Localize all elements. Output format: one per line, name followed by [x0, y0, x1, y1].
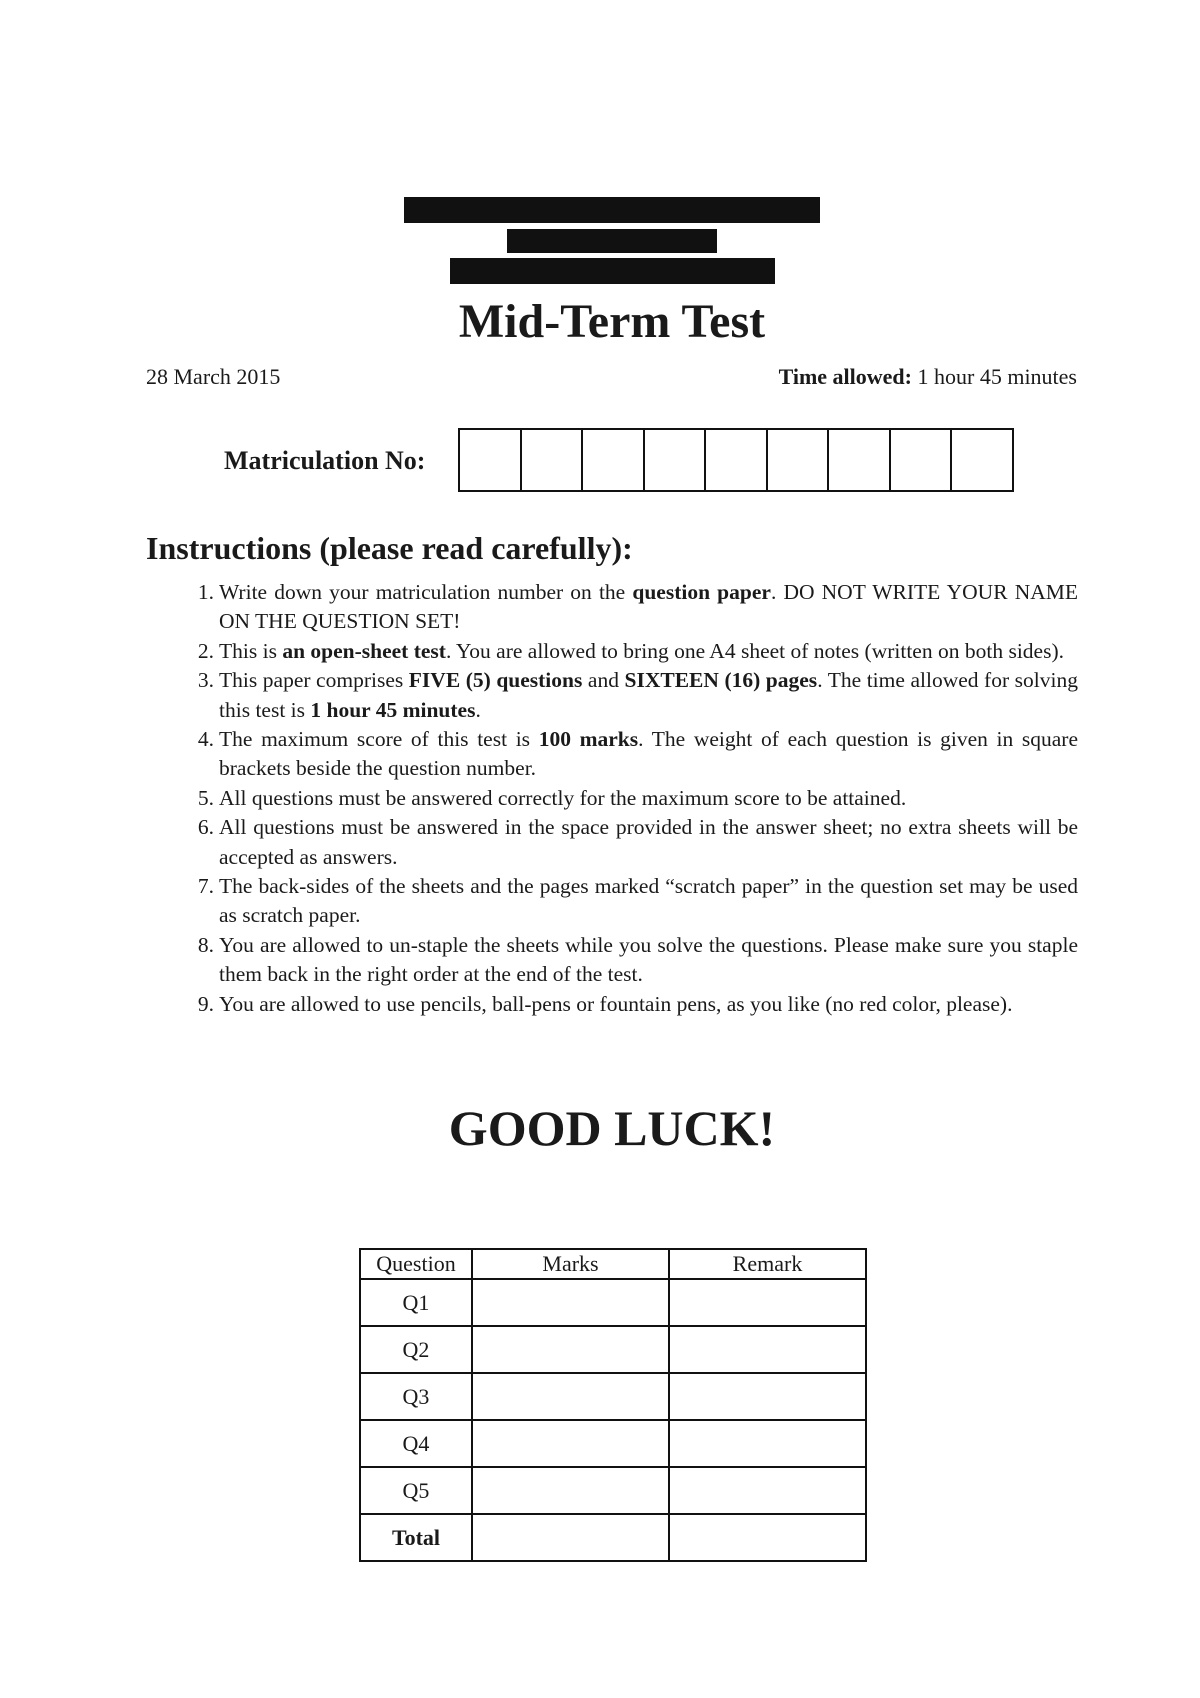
remark-cell[interactable] [669, 1420, 866, 1467]
instruction-emphasis: FIVE (5) questions [408, 668, 583, 693]
instruction-item [146, 813, 1078, 872]
instruction-number: 2. [197, 638, 214, 663]
redacted-header-line-2 [507, 229, 717, 253]
matriculation-label: Matriculation No: [224, 446, 426, 475]
question-label: Q5 [360, 1467, 472, 1514]
table-row [360, 1326, 866, 1373]
matriculation-digit-box[interactable] [643, 428, 707, 492]
matriculation-number-boxes[interactable] [458, 428, 1014, 492]
instruction-text: . [475, 697, 481, 722]
instruction-emphasis: SIXTEEN (16) pages [624, 668, 818, 693]
instruction-item [146, 725, 1078, 784]
marks-table [359, 1248, 867, 1562]
instruction-number: 6. [197, 815, 214, 840]
instruction-text: . DO NOT WRITE YOUR NAME ON THE QUESTION SET! [219, 580, 1078, 634]
table-row [360, 1420, 866, 1467]
matriculation-digit-box[interactable] [458, 428, 522, 492]
table-row [360, 1373, 866, 1420]
instruction-text: . The weight of each question is given in square brackets beside the question number. [219, 727, 1079, 781]
instruction-item [146, 990, 1078, 1019]
instruction-text: . You are allowed to bring one A4 sheet of notes (written on both sides). [445, 638, 1064, 663]
question-label: Q2 [360, 1326, 472, 1373]
header-remark: Remark [669, 1249, 866, 1279]
matriculation-digit-box[interactable] [766, 428, 830, 492]
instruction-emphasis: question paper [632, 580, 771, 604]
instruction-item [146, 784, 1078, 813]
question-label: Q1 [360, 1279, 472, 1326]
instruction-text: and [582, 668, 625, 693]
table-row [360, 1279, 866, 1326]
time-allowed-value: 1 hour 45 minutes [917, 364, 1077, 389]
remark-cell[interactable] [669, 1326, 866, 1373]
instruction-number: 8. [197, 932, 214, 957]
instruction-number: 1. [197, 580, 214, 604]
matriculation-digit-box[interactable] [889, 428, 953, 492]
instruction-text: The back-sides of the sheets and the pages marked “scratch paper” in the question set may be used as scratch paper. [219, 874, 1078, 928]
instruction-number: 9. [197, 991, 214, 1016]
total-label: Total [360, 1514, 472, 1561]
marks-cell[interactable] [472, 1514, 669, 1561]
instruction-text: You are allowed to un-staple the sheets while you solve the questions. Please make sure you staple them back in the right order at the end of the test. [219, 932, 1078, 987]
instruction-text: Write down your matriculation number on the [219, 580, 633, 604]
instruction-text: All questions must be answered correctly for the maximum score to be attained. [219, 785, 907, 810]
matriculation-digit-box[interactable] [950, 428, 1014, 492]
instruction-item [146, 872, 1078, 931]
matriculation-digit-box[interactable] [520, 428, 584, 492]
instruction-item [146, 637, 1078, 666]
marks-table-header-row [360, 1249, 866, 1279]
instructions-heading: Instructions (please read carefully): [146, 530, 633, 566]
instruction-text: This paper comprises [219, 668, 409, 693]
redacted-header-line-3 [450, 258, 775, 284]
instruction-text: The maximum score of this test is [219, 727, 539, 752]
instruction-emphasis: an open-sheet test [282, 638, 446, 663]
marks-cell[interactable] [472, 1420, 669, 1467]
matriculation-digit-box[interactable] [704, 428, 768, 492]
instruction-number: 5. [197, 785, 214, 810]
instruction-emphasis: 1 hour 45 minutes [310, 697, 476, 722]
instruction-emphasis: 100 marks [538, 727, 639, 752]
good-luck-message: GOOD LUCK! [448, 1100, 776, 1156]
header-marks: Marks [472, 1249, 669, 1279]
question-label: Q3 [360, 1373, 472, 1420]
marks-cell[interactable] [472, 1467, 669, 1514]
question-label: Q4 [360, 1420, 472, 1467]
remark-cell[interactable] [669, 1373, 866, 1420]
marks-cell[interactable] [472, 1373, 669, 1420]
remark-cell[interactable] [669, 1279, 866, 1326]
marks-cell[interactable] [472, 1279, 669, 1326]
instruction-text: . The time allowed for solving this test is [219, 668, 1078, 722]
matriculation-digit-box[interactable] [827, 428, 891, 492]
marks-cell[interactable] [472, 1326, 669, 1373]
remark-cell[interactable] [669, 1514, 866, 1561]
instruction-item [146, 578, 1078, 637]
instruction-item [146, 931, 1078, 990]
instructions-list [146, 578, 1078, 1019]
instruction-item [146, 666, 1078, 725]
instruction-number: 7. [197, 874, 214, 899]
instruction-text: You are allowed to use pencils, ball-pens or fountain pens, as you like (no red color, please). [219, 991, 1013, 1016]
page-title: Mid-Term Test [458, 295, 766, 348]
remark-cell[interactable] [669, 1467, 866, 1514]
time-allowed-label: Time allowed: [778, 364, 912, 389]
instruction-number: 3. [197, 668, 214, 693]
test-date: 28 March 2015 [146, 364, 281, 389]
matriculation-digit-box[interactable] [581, 428, 645, 492]
instruction-number: 4. [197, 727, 214, 752]
table-row [360, 1467, 866, 1514]
total-row [360, 1514, 866, 1561]
instruction-text: This is [219, 638, 283, 663]
time-allowed [600, 363, 1077, 391]
redacted-header-line-1 [404, 197, 820, 223]
instruction-text: All questions must be answered in the space provided in the answer sheet; no extra sheets will be accepted as answers. [219, 815, 1078, 869]
header-question: Question [360, 1249, 472, 1279]
